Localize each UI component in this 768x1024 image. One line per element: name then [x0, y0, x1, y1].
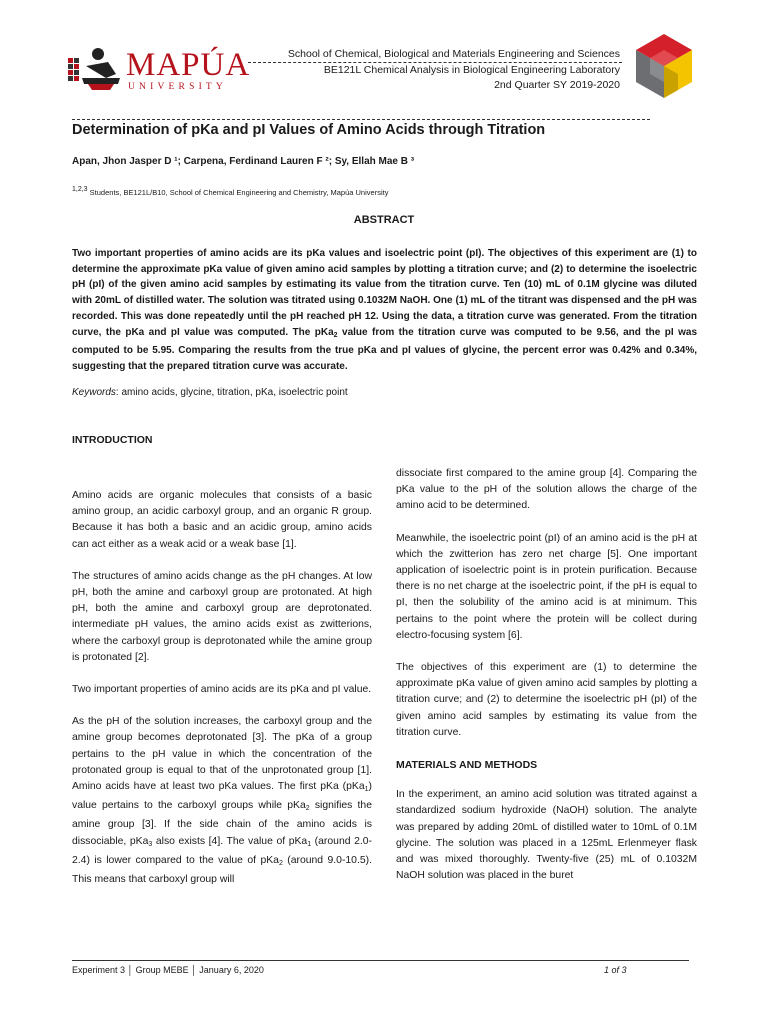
intro-paragraph-2: The structures of amino acids change as the pH changes. At low pH, both the amine and carboxyl group are protonated. At high pH, both the amine and carboxyl group are deprotonated. intermediate pH values, the amino acids exist as zwitterions, where the carboxyl group is deprotonated while the amine group is protonated [2]. [72, 570, 372, 663]
university-seal-icon [66, 44, 126, 92]
header-course: BE121L Chemical Analysis in Biological Engineering Laboratory [323, 64, 620, 76]
methods-paragraph-1: In the experiment, an amino acid solution was titrated against a standardized sodium hydroxide (NaOH) solution. The analyte was prepared by adding 20mL of distilled water to 10mL of 0.1M glycine. The solution was placed in a 125mL Erlenmeyer flask and was mixed thoroughly. Twenty-five (25) mL of 0.1032M NaOH solution was placed in the buret [396, 789, 697, 882]
abstract-part-b: value from the titration curve was computed to be 9.56, and the pI was computed to be 5.95. Comparing the results from the true pKa and pI values of glycine, the percent error was 0.42% and 0.34%, suggesting that the prepared titration curve was accurate. [72, 326, 697, 372]
p4-sub-5: 2 [278, 859, 283, 867]
intro-paragraph-3: Two important properties of amino acids are its pKa and pI value. [72, 684, 372, 696]
methods-heading: MATERIALS AND METHODS [396, 759, 538, 772]
abstract-part-a: Two important properties of amino acids are its pKa values and isoelectric point (pI). The objectives of this experiment are (1) to determine the approximate pKa value of given amino acid samples by plotting a titration curve; and (2) to determine the isoelectric pH (pI) of the given amino acid samples by estimating its value from the titration curve. Ten (10) mL of 0.1M glycine was diluted with 20mL of distilled water. The solution was titrated using 0.1032M NaOH. One (1) mL of the titrant was dispensed and the pH was recorded. This was done repeatedly until the pH reached pH 12. Using the data, a titration curve was generated. From the titration curve, the pKa and pI value was computed. The pKa [72, 248, 697, 338]
paper-title: Determination of pKa and pI Values of Amino Acids through Titration [72, 122, 546, 138]
p4-part-c: signifies the amine group [3]. If the side chain of the amino acids is dissociable, pKa [72, 800, 372, 847]
footer-info: Experiment 3 │ Group MEBE │ January 6, 2020 [72, 965, 264, 975]
university-wordmark: MAPÚA [126, 47, 251, 83]
title-dash [72, 119, 650, 120]
header-quarter: 2nd Quarter SY 2019-2020 [494, 79, 620, 91]
keywords-label: Keywords [72, 387, 116, 398]
keywords-list: : amino acids, glycine, titration, pKa, isoelectric point [115, 387, 348, 398]
introduction-heading: INTRODUCTION [72, 434, 153, 446]
author-affiliation [72, 186, 388, 197]
footer-rule [72, 960, 689, 961]
column-left [72, 488, 372, 904]
affiliation-marks: 1,2,3 [72, 186, 88, 193]
abstract-subscript: 2 [333, 331, 338, 339]
column-right [396, 466, 697, 900]
university-wordmark-sub: UNIVERSITY [128, 82, 227, 92]
intro-paragraph-7: The objectives of this experiment are (1) to determine the approximate pKa value of given amino acid samples by plotting a titration curve; and (2) to determine the isoelectric pH (pI) of the given amino acid samples by estimating its value from the titration curve. [396, 662, 697, 738]
affiliation-text: Students, BE121L/B10, School of Chemical Engineering and Chemistry, Mapúa University [89, 188, 389, 197]
p4-sub-4: 1 [307, 840, 312, 848]
keywords [72, 387, 348, 398]
page-number: 1 of 3 [604, 965, 627, 975]
p4-sub-2: 2 [305, 805, 310, 813]
p4-part-f: (around 9.0-10.5). This means that carboxyl group will [72, 854, 372, 886]
p4-sub-1: 1 [364, 786, 369, 794]
p4-sub-3: 3 [148, 840, 153, 848]
abstract-heading: ABSTRACT [353, 214, 415, 226]
intro-paragraph-5: dissociate first compared to the amine group [4]. Comparing the pKa value to the pH of the solution allows the charge of the amino acid to be determined. [396, 468, 697, 512]
intro-paragraph-6: Meanwhile, the isoelectric point (pI) of an amino acid is the pH at which the zwitterion has zero net charge [5]. One important application of isoelectric point is in protein purification. Because there is no net charge at the isoelectric point, if the pH is equal to pI, then the solubility of the amino acid is at minimum. This pertains to the point where the protein will be collect during electro-focusing system [6]. [396, 532, 697, 641]
p4-part-e: (around 2.0-2.4) is lower compared to the value of pKa [72, 835, 372, 866]
p4-part-b: ) value pertains to the carboxyl groups while pKa [72, 781, 372, 812]
abstract-text [72, 246, 697, 375]
intro-paragraph-4 [72, 714, 372, 888]
p4-part-a: As the pH of the solution increases, the carboxyl group and the amine group becomes deprotonated [3]. The pKa of a group pertains to the pH value in which the concentration of the protonated group is equal to that of the unprotonated group [1]. Amino acids have at least two pKa values. The first pKa (pKa [72, 716, 372, 793]
author-list: Apan, Jhon Jasper D ¹; Carpena, Ferdinand Lauren F ²; Sy, Ellah Mae B ³ [72, 156, 415, 167]
department-hexagon-icon [632, 32, 696, 102]
p4-part-d: also exists [4]. The value of pKa [152, 835, 308, 847]
intro-paragraph-1: Amino acids are organic molecules that consists of a basic amino group, an acidic carboxyl group, and an organic R group. Because it has both a basic and an acidic group, amino acids can act either as a weak acid or a weak base [1]. [72, 490, 372, 550]
header-school: School of Chemical, Biological and Materials Engineering and Sciences [287, 48, 620, 60]
